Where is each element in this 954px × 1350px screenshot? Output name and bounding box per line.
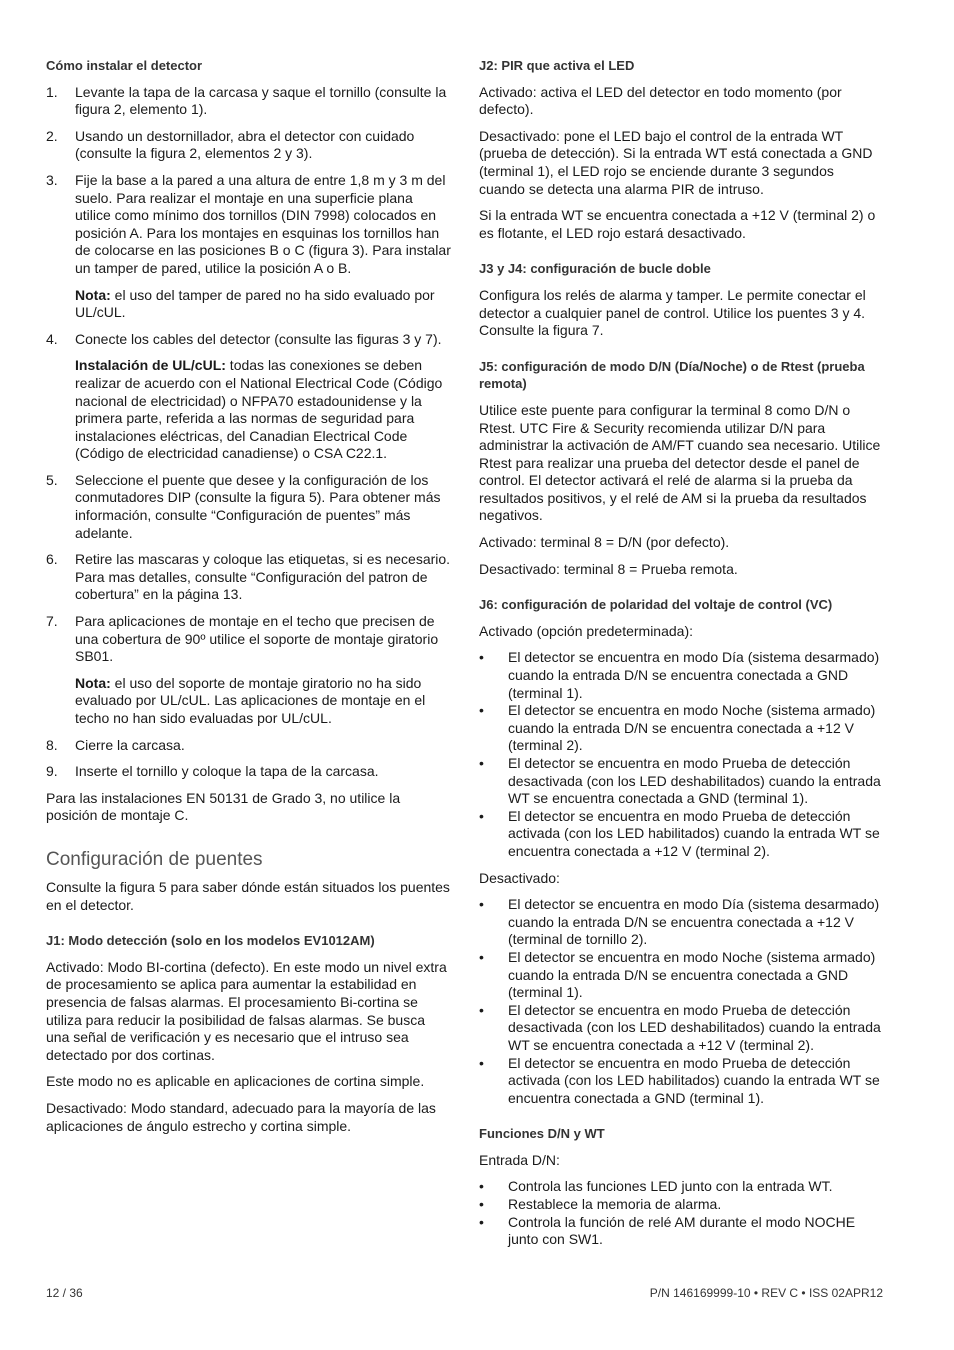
j34-paragraph: Configura los relés de alarma y tamper. Le permite conectar el detector a cualquier panel de control. Utilice los puentes 3 y 4. Consulte la figura 7. xyxy=(479,286,866,339)
note-text: el uso del soporte de montaje giratorio no ha sido evaluado por UL/cUL. Las aplicaciones de montaje en el techo no han sido evaluadas por UL/cUL. xyxy=(75,674,426,726)
j2-paragraph: Si la entrada WT se encuentra conectada a +12 V (terminal 2) o es flotante, el LED rojo estará desactivado. xyxy=(479,207,876,241)
j1-heading: J1: Modo detección (solo en los modelos EV1012AM) xyxy=(46,933,375,949)
document-id: P/N 146169999-10 • REV C • ISS 02APR12 xyxy=(649,1286,883,1300)
list-item-text: Controla la función de relé AM durante el modo NOCHE junto con SW1. xyxy=(508,1213,856,1248)
dn-list xyxy=(479,1178,883,1248)
list-item xyxy=(479,1055,883,1108)
j6-heading: J6: configuración de polaridad del voltaje de control (VC) xyxy=(479,597,833,613)
bullet-icon: • xyxy=(479,1213,484,1230)
step-text: Levante la tapa de la carcasa y saque el tornillo (consulte la figura 2, elemento 1). xyxy=(75,83,447,118)
list-item-text: Controla las funciones LED junto con la entrada WT. xyxy=(508,1178,833,1195)
list-item xyxy=(46,613,452,728)
note-label: Instalación de UL/cUL: xyxy=(75,357,226,374)
step-number: 5. xyxy=(46,471,58,488)
right-column xyxy=(479,57,883,1258)
j2-paragraph: Desactivado: pone el LED bajo el control de la entrada WT (prueba de detección). Si la entrada WT está conectada a GND (terminal 1), el LED rojo se enciende durante 3 segundos cuando se detecta una alarma PIR de intruso. xyxy=(479,127,873,197)
list-item-text: El detector se encuentra en modo Noche (sistema armado) cuando la entrada D/N se encuentra conectada a GND (terminal 1). xyxy=(508,948,876,1001)
note-paragraph xyxy=(75,287,452,322)
note-label: Nota: xyxy=(75,674,111,691)
j5-heading: J5: configuración de modo D/N (Día/Noche) o de Rtest (prueba remota) xyxy=(479,358,865,392)
install-heading: Cómo instalar el detector xyxy=(46,58,203,73)
list-item xyxy=(479,949,883,1002)
j5-paragraph: Utilice este puente para configurar la terminal 8 como D/N o Rtest. UTC Fire & Security recomienda utilizar D/N para administrar la activación de AM/FT cuando sea necesario. Utilice Rtest para realizar una prueba del detector desde el panel de control. El detector activará el relé de alarma si la prueba da resultados positivos, y el relé de AM si la prueba da resultados negativos. xyxy=(479,401,881,524)
list-item xyxy=(479,1196,883,1214)
dnwt-heading: Funciones D/N y WT xyxy=(479,1126,605,1142)
list-item-text: El detector se encuentra en modo Prueba de detección desactivada (con los LED deshabilitados) cuando la entrada WT se encuentra conectada a +12 V (terminal 2). xyxy=(508,1001,881,1053)
list-item xyxy=(46,472,452,542)
j1-paragraph: Activado: Modo BI-cortina (defecto). En este modo un nivel extra de procesamiento se aplica para aumentar la estabilidad en presencia de falsas alarmas. El procesamiento Bi-cortina se utiliza para reducir la posibilidad de falsas alarmas. Se busca una señal de verificación y es necesario que el intruso sea detectado por dos cortinas. xyxy=(46,958,447,1063)
j2-heading: J2: PIR que activa el LED xyxy=(479,58,635,73)
step-text: Retire las mascaras y coloque las etiquetas, si es necesario. Para mas detalles, consulte “Configuración del patron de cobertura” en la página 13. xyxy=(75,551,451,603)
j6-on-list xyxy=(479,649,883,860)
list-item-text: El detector se encuentra en modo Día (sistema desarmado) cuando la entrada D/N se encuentra conectada a +12 V (terminal de tornillo 2). xyxy=(508,896,880,948)
step-number: 9. xyxy=(46,763,58,780)
list-item-text: El detector se encuentra en modo Prueba de detección desactivada (con los LED deshabilitados) cuando la entrada WT se encuentra conectada a GND (terminal 1). xyxy=(508,755,881,807)
bullet-icon: • xyxy=(479,649,484,666)
j6-off-list xyxy=(479,896,883,1107)
note-paragraph xyxy=(75,357,452,463)
step-number: 7. xyxy=(46,613,58,630)
step-number: 2. xyxy=(46,127,58,144)
bullet-icon: • xyxy=(479,1001,484,1018)
step-number: 6. xyxy=(46,551,58,568)
j1-paragraph: Desactivado: Modo standard, adecuado para la mayoría de las aplicaciones de ángulo estrecho y cortina simple. xyxy=(46,1099,436,1134)
bullet-icon: • xyxy=(479,807,484,824)
step-number: 8. xyxy=(46,736,58,753)
bullet-icon: • xyxy=(479,896,484,913)
step-number: 1. xyxy=(46,83,58,100)
list-item xyxy=(46,331,452,463)
step-number: 3. xyxy=(46,171,58,188)
list-item-text: El detector se encuentra en modo Noche (sistema armado) cuando la entrada D/N se encuentra conectada a +12 V (terminal 2). xyxy=(508,702,876,754)
list-item xyxy=(479,896,883,949)
note-text: todas las conexiones se deben realizar de acuerdo con el National Electrical Code (Código nacional de electricidad) o NFPA70 estadounidense y la primera parte, referida a las normas de seguridad para instalaciones eléctricas, del Canadian Electrical Code (Código de electricidad canadiense) o CSA C22.1. xyxy=(75,357,443,462)
j5-paragraph: Desactivado: terminal 8 = Prueba remota. xyxy=(479,560,738,577)
step-text: Seleccione el puente que desee y la configuración de los conmutadores DIP (consulte la figura 5). Para obtener más información, consulte “Configuración de puentes” más adelante. xyxy=(75,471,441,541)
list-item-text: El detector se encuentra en modo Prueba de detección activada (con los LED habilitados) cuando la entrada WT se encuentra conectada a +12 V (terminal 2). xyxy=(508,807,880,859)
step-text: Conecte los cables del detector (consulte las figuras 3 y 7). xyxy=(75,330,442,347)
list-item-text: El detector se encuentra en modo Prueba de detección activada (con los LED habilitados) cuando la entrada WT se encuentra conectada a GND (terminal 1). xyxy=(508,1054,880,1106)
note-paragraph xyxy=(75,675,452,728)
j6-on-label: Activado (opción predeterminada): xyxy=(479,622,694,639)
step-text: Cierre la carcasa. xyxy=(75,736,185,753)
list-item xyxy=(46,551,452,604)
step-text: Fije la base a la pared a una altura de entre 1,8 m y 3 m del suelo. Para realizar el montaje en una superficie plana utilice como mínimo dos tornillos (DIN 7998) colocados en posición A. Para los montajes en esquinas los tornillos han de colocarse en las posiciones B o C (figura 3). Para instalar un tamper de pared, utilice la posición A o B. xyxy=(75,171,451,276)
list-item-text: Restablece la memoria de alarma. xyxy=(508,1196,722,1213)
list-item xyxy=(479,1002,883,1055)
list-item xyxy=(479,1214,883,1249)
list-item xyxy=(479,1178,883,1196)
note-label: Nota: xyxy=(75,286,111,303)
j6-off-label: Desactivado: xyxy=(479,869,560,886)
j2-paragraph: Activado: activa el LED del detector en todo momento (por defecto). xyxy=(479,83,842,118)
bullet-icon: • xyxy=(479,755,484,771)
list-item xyxy=(479,649,883,702)
bullet-icon: • xyxy=(479,1178,484,1195)
dn-label: Entrada D/N: xyxy=(479,1151,560,1168)
section-title: Configuración de puentes xyxy=(46,848,263,870)
step-text: Inserte el tornillo y coloque la tapa de la carcasa. xyxy=(75,763,379,780)
list-item xyxy=(46,84,452,119)
list-item xyxy=(46,128,452,163)
list-item xyxy=(479,808,883,861)
left-column xyxy=(46,57,452,1144)
bullet-icon: • xyxy=(479,948,484,965)
list-item-text: El detector se encuentra en modo Día (sistema desarmado) cuando la entrada D/N se encuentra conectada a GND (terminal 1). xyxy=(508,649,880,701)
list-item xyxy=(479,702,883,755)
j1-paragraph: Este modo no es aplicable en aplicaciones de cortina simple. xyxy=(46,1073,425,1090)
bullet-icon: • xyxy=(479,1054,484,1071)
step-text: Para aplicaciones de montaje en el techo que precisen de una cobertura de 90º utilice el soporte de montaje giratorio SB01. xyxy=(75,613,439,665)
note-text: el uso del tamper de pared no ha sido evaluado por UL/cUL. xyxy=(75,286,435,321)
list-item xyxy=(46,737,452,755)
config-intro: Consulte la figura 5 para saber dónde están situados los puentes en el detector. xyxy=(46,878,450,913)
list-item xyxy=(479,755,883,808)
list-item xyxy=(46,763,452,781)
j34-heading: J3 y J4: configuración de bucle doble xyxy=(479,261,711,277)
bullet-icon: • xyxy=(479,702,484,719)
install-steps xyxy=(46,84,452,781)
page-number: 12 / 36 xyxy=(46,1286,83,1300)
bullet-icon: • xyxy=(479,1196,484,1213)
step-text: Usando un destornillador, abra el detector con cuidado (consulte la figura 2, elementos 2 y 3). xyxy=(75,127,415,162)
j5-paragraph: Activado: terminal 8 = D/N (por defecto). xyxy=(479,534,730,551)
list-item xyxy=(46,172,452,322)
en50131-paragraph: Para las instalaciones EN 50131 de Grado 3, no utilice la posición de montaje C. xyxy=(46,789,401,824)
step-number: 4. xyxy=(46,330,58,347)
